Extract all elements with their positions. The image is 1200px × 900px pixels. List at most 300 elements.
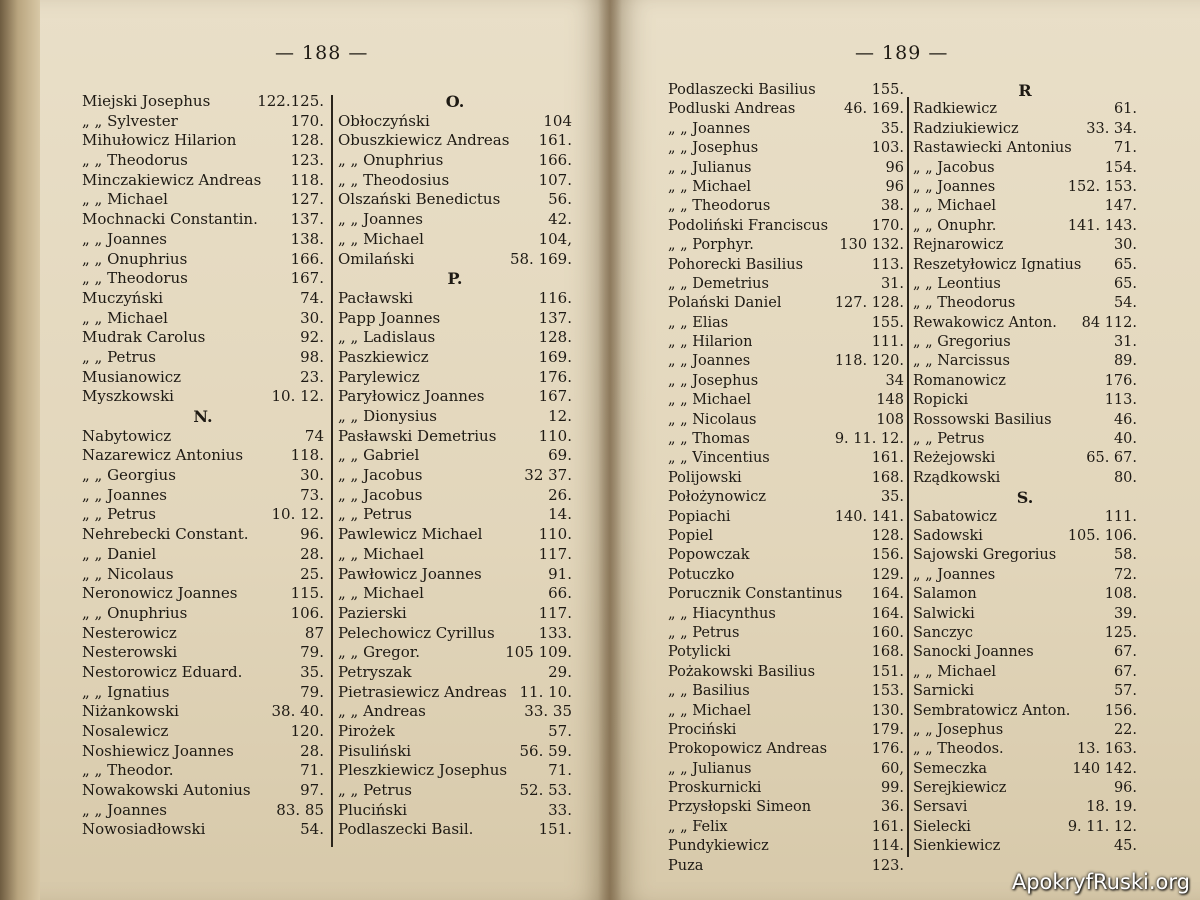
index-entry (82, 387, 324, 407)
entry-name: Niżankowski (82, 702, 179, 721)
entry-pages: 161. (871, 450, 904, 467)
entry-name: Potuczko (668, 566, 735, 583)
index-entry (338, 427, 572, 447)
index-entry (82, 702, 324, 722)
index-entry (338, 250, 572, 270)
index-entry (668, 643, 904, 662)
entry-name: „ „ Michael (338, 584, 424, 603)
entry-name: Myszkowski (82, 387, 174, 406)
entry-name: Przysłopski Simeon (668, 799, 812, 816)
entry-pages: 31. (1113, 334, 1137, 351)
entry-pages: 92. (300, 328, 324, 347)
index-entry (338, 604, 572, 624)
entry-name: Salwicki (913, 605, 975, 622)
entry-pages: 46. 169. (844, 101, 904, 118)
index-entry (82, 446, 324, 466)
entry-name: Popowczak (668, 547, 750, 564)
entry-name: Prokopowicz Andreas (668, 741, 828, 758)
index-entry (668, 837, 904, 856)
entry-name: „ „ Petrus (82, 505, 156, 524)
entry-name: Sanocki Joannes (913, 644, 1034, 661)
entry-name: Pożakowski Basilius (668, 663, 816, 680)
entry-pages: 105 109. (505, 643, 572, 662)
entry-pages: 91. (548, 564, 572, 583)
entry-name: Pawłowicz Joannes (338, 564, 482, 583)
index-entry (82, 466, 324, 486)
entry-pages: 25. (300, 564, 324, 583)
entry-name: „ „ Jacobus (338, 466, 423, 485)
index-entry (82, 289, 324, 309)
entry-pages: 10. 12. (271, 387, 324, 406)
entry-pages: 30. (300, 308, 324, 327)
column-divider-left (331, 95, 333, 847)
entry-pages: 54. (300, 820, 324, 839)
entry-pages: 52. 53. (519, 781, 572, 800)
entry-pages: 179. (871, 721, 904, 738)
entry-name: „ „ Michael (913, 198, 997, 215)
entry-name: Pacławski (338, 288, 413, 307)
entry-name: „ „ Joannes (668, 353, 751, 370)
index-entry (82, 486, 324, 506)
entry-pages: 105. 106. (1067, 527, 1137, 544)
index-entry (913, 449, 1137, 468)
entry-name: Papp Joannes (338, 308, 441, 327)
entry-pages: 155. (871, 82, 904, 98)
index-entry (913, 508, 1137, 527)
index-entry (668, 100, 904, 119)
entry-pages: 31. (880, 275, 904, 292)
entry-pages: 104 (543, 111, 572, 130)
entry-pages: 18. 19. (1086, 799, 1137, 816)
entry-pages: 151. (871, 663, 904, 680)
index-entry (338, 505, 572, 525)
index-entry (338, 289, 572, 309)
index-entry (82, 171, 324, 191)
entry-name: „ „ Theodorus (82, 269, 188, 288)
entry-pages: 164. (871, 586, 904, 603)
entry-name: „ „ Josephus (668, 140, 759, 157)
entry-pages: 123. (290, 151, 324, 170)
entry-pages: 116. (538, 288, 572, 307)
index-entry (82, 348, 324, 368)
entry-name: „ „ Thomas (668, 431, 750, 448)
entry-pages: 84 112. (1081, 314, 1137, 331)
entry-pages: 33. (548, 800, 572, 819)
index-entry (913, 837, 1137, 856)
entry-name: „ „ Demetrius (668, 275, 769, 292)
entry-pages: 111. (1104, 508, 1137, 525)
entry-pages: 57. (548, 722, 572, 740)
entry-name: Petryszak (338, 662, 412, 681)
index-column-3 (668, 81, 904, 876)
index-entry (913, 546, 1137, 565)
entry-pages: 96. (300, 525, 324, 544)
entry-pages: 118. (290, 446, 324, 465)
entry-name: Paryłowicz Joannes (338, 387, 485, 406)
index-entry (668, 197, 904, 216)
entry-pages: 56. (548, 190, 572, 209)
entry-name: „ „ Julianus (668, 159, 752, 176)
entry-name: Serejkiewicz (913, 780, 1007, 797)
entry-pages: 166. (290, 249, 324, 268)
entry-pages: 108 (876, 411, 904, 428)
entry-name: „ „ Basilius (668, 683, 750, 700)
entry-pages: 60, (880, 760, 904, 777)
entry-name: Nesterowicz (82, 623, 177, 642)
entry-name: Popiachi (668, 508, 731, 525)
index-entry (668, 178, 904, 197)
entry-name: „ „ Theodorus (913, 295, 1016, 312)
entry-pages: 111. (871, 334, 904, 351)
entry-name: „ „ Sylvester (82, 111, 178, 130)
entry-pages: 118. (290, 170, 324, 189)
entry-pages: 46. (1113, 411, 1137, 428)
index-entry (668, 352, 904, 371)
entry-name: „ „ Leontius (913, 275, 1001, 292)
entry-name: „ „ Joannes (82, 800, 167, 819)
entry-pages: 103. (871, 140, 904, 157)
entry-pages: 83. 85 (276, 800, 324, 819)
index-entry (913, 682, 1137, 701)
entry-pages: 9. 11. 12. (1067, 818, 1137, 835)
index-entry (668, 527, 904, 546)
entry-pages: 74 (304, 426, 324, 445)
index-entry (913, 585, 1137, 604)
index-entry (668, 663, 904, 682)
entry-name: „ „ Onuphrius (338, 151, 444, 170)
entry-name: Podluski Andreas (668, 101, 796, 118)
entry-name: Rewakowicz Anton. (913, 314, 1057, 331)
entry-pages: 14. (548, 505, 572, 524)
entry-pages: 69. (548, 446, 572, 465)
entry-name: Pisuliński (338, 741, 412, 760)
index-entry (338, 820, 572, 840)
entry-pages: 117. (538, 544, 572, 563)
entry-pages: 160. (871, 624, 904, 641)
entry-pages: 9. 11. 12. (834, 431, 904, 448)
index-entry (338, 348, 572, 368)
entry-name: Położynowicz (668, 489, 767, 506)
entry-pages: 152. 153. (1067, 178, 1137, 195)
index-entry (82, 663, 324, 683)
index-entry (668, 159, 904, 178)
entry-pages: 67. (1113, 644, 1137, 661)
index-entry (338, 131, 572, 151)
entry-pages: 106. (290, 603, 324, 622)
entry-pages: 155. (871, 314, 904, 331)
index-entry (913, 314, 1137, 333)
index-entry (82, 584, 324, 604)
entry-name: „ „ Julianus (668, 760, 752, 777)
entry-pages: 26. (548, 485, 572, 504)
entry-pages: 140 142. (1072, 760, 1137, 777)
entry-name: Paszkiewicz (338, 347, 429, 366)
entry-pages: 108. (1104, 586, 1137, 603)
index-entry (338, 151, 572, 171)
watermark: ApokryfRuski.org (1011, 870, 1190, 894)
entry-name: Nowosiadłowski (82, 820, 206, 839)
entry-pages: 137. (538, 308, 572, 327)
entry-pages: 147. (1104, 198, 1137, 215)
index-entry (668, 488, 904, 507)
entry-pages: 67. (1113, 663, 1137, 680)
entry-pages: 30. (1113, 237, 1137, 254)
entry-name: Omilański (338, 249, 415, 268)
entry-name: „ „ Michael (913, 663, 997, 680)
entry-name: „ „ Michael (82, 308, 168, 327)
index-entry (668, 798, 904, 817)
index-entry (913, 372, 1137, 391)
entry-name: Sanczyc (913, 624, 973, 641)
index-entry (913, 333, 1137, 352)
page-number-left: — 188 — (275, 42, 369, 64)
entry-name: Mudrak Carolus (82, 328, 206, 347)
index-entry (82, 112, 324, 132)
index-entry (668, 818, 904, 837)
entry-name: „ „ Narcissus (913, 353, 1010, 370)
entry-name: „ „ Joannes (82, 485, 167, 504)
entry-pages: 71. (1113, 140, 1137, 157)
entry-name: Pawlewicz Michael (338, 525, 483, 544)
entry-pages: 110. (538, 525, 572, 544)
entry-name: Parylewicz (338, 367, 420, 386)
index-entry (668, 217, 904, 236)
entry-name: „ „ Elias (668, 314, 729, 331)
entry-name: Mochnacki Constantin. (82, 210, 258, 229)
index-entry (82, 427, 324, 447)
entry-pages: 120. (290, 722, 324, 740)
index-entry (913, 605, 1137, 624)
index-entry (82, 742, 324, 762)
entry-pages: 170. (871, 217, 904, 234)
entry-pages: 140. 141. (834, 508, 904, 525)
index-entry (668, 760, 904, 779)
entry-name: Nowakowski Autonius (82, 781, 251, 800)
index-entry (338, 486, 572, 506)
entry-name: Sajowski Gregorius (913, 547, 1057, 564)
entry-pages: 29. (548, 662, 572, 681)
index-entry (913, 818, 1137, 837)
entry-pages: 127. (290, 190, 324, 209)
index-entry (668, 120, 904, 139)
index-entry (913, 663, 1137, 682)
entry-name: Porucznik Constantinus (668, 586, 843, 603)
entry-name: Pazierski (338, 603, 407, 622)
entry-pages: 32 37. (524, 466, 572, 485)
entry-pages: 12. (548, 407, 572, 425)
entry-pages: 11. 10. (519, 682, 572, 701)
entry-name: „ „ Hilarion (668, 334, 753, 351)
entry-name: „ „ Michael (82, 190, 168, 209)
entry-name: Sielecki (913, 818, 971, 835)
entry-name: Nesterowski (82, 643, 178, 662)
index-entry (338, 761, 572, 781)
section-letter: S. (1016, 488, 1034, 508)
index-entry (668, 372, 904, 391)
entry-name: Miejski Josephus (82, 92, 211, 110)
entry-name: Prociński (668, 721, 737, 738)
entry-name: Reszetyłowicz Ignatius (913, 256, 1082, 273)
entry-pages: 164. (871, 605, 904, 622)
entry-name: Semeczka (913, 760, 988, 777)
entry-name: „ „ Nicolaus (668, 411, 757, 428)
section-letter: R (1018, 81, 1032, 100)
entry-pages: 148 (876, 392, 904, 409)
entry-name: „ „ Michael (668, 702, 752, 719)
index-entry (82, 643, 324, 663)
index-entry (913, 624, 1137, 643)
entry-pages: 80. (1113, 469, 1137, 486)
index-entry (668, 430, 904, 449)
index-entry (82, 210, 324, 230)
entry-name: „ „ Joannes (82, 229, 167, 248)
entry-name: Radkiewicz (913, 101, 997, 118)
index-entry (82, 505, 324, 525)
entry-pages: 38. 40. (271, 702, 324, 721)
entry-name: „ „ Josephus (668, 372, 759, 389)
entry-name: Podoliński Franciscus (668, 217, 829, 234)
index-entry (913, 527, 1137, 546)
entry-name: Pundykiewicz (668, 838, 769, 855)
entry-pages: 97. (300, 781, 324, 800)
index-entry (338, 683, 572, 703)
entry-name: Puza (668, 857, 704, 874)
entry-name: „ „ Theodor. (82, 761, 174, 780)
index-entry (82, 269, 324, 289)
entry-name: Sadowski (913, 527, 983, 544)
entry-name: Polański Daniel (668, 295, 782, 312)
index-entry (668, 236, 904, 255)
entry-name: „ „ Andreas (338, 702, 426, 721)
index-entry (668, 139, 904, 158)
entry-pages: 96 (885, 159, 904, 176)
index-entry (913, 760, 1137, 779)
entry-pages: 98. (300, 347, 324, 366)
entry-pages: 110. (538, 426, 572, 445)
entry-name: Pasławski Demetrius (338, 426, 497, 445)
entry-pages: 71. (300, 761, 324, 780)
entry-pages: 161. (538, 131, 572, 150)
entry-name: Pluciński (338, 800, 407, 819)
entry-pages: 123. (871, 857, 904, 874)
entry-name: „ „ Theodorus (668, 198, 771, 215)
entry-pages: 35. (880, 120, 904, 137)
entry-pages: 54. (1113, 295, 1137, 312)
index-entry (913, 217, 1137, 236)
index-entry (338, 702, 572, 722)
index-entry (338, 171, 572, 191)
index-entry (338, 309, 572, 329)
entry-pages: 176. (538, 367, 572, 386)
entry-name: „ „ Onuphrius (82, 249, 188, 268)
entry-name: Salamon (913, 586, 977, 603)
index-entry (338, 565, 572, 585)
entry-name: „ „ Joannes (913, 566, 996, 583)
index-entry (338, 230, 572, 250)
entry-pages: 151. (538, 820, 572, 839)
index-entry (338, 584, 572, 604)
entry-pages: 10. 12. (271, 505, 324, 524)
entry-name: „ „ Georgius (82, 466, 176, 485)
index-entry (668, 546, 904, 565)
entry-pages: 176. (871, 741, 904, 758)
entry-name: „ „ Hiacynthus (668, 605, 776, 622)
entry-name: „ „ Michael (668, 392, 752, 409)
index-entry (338, 781, 572, 801)
entry-name: Muczyński (82, 288, 164, 307)
entry-pages: 30. (300, 466, 324, 485)
entry-pages: 133. (538, 623, 572, 642)
entry-pages: 96. (1113, 780, 1137, 797)
index-entry (913, 197, 1137, 216)
entry-name: Rejnarowicz (913, 237, 1004, 254)
index-entry (338, 525, 572, 545)
entry-pages: 166. (538, 151, 572, 170)
entry-name: Neronowicz Joannes (82, 584, 238, 603)
entry-pages: 141. 143. (1067, 217, 1137, 234)
entry-name: Proskurnicki (668, 780, 762, 797)
index-entry (82, 131, 324, 151)
index-entry (82, 525, 324, 545)
entry-name: Pelechowicz Cyrillus (338, 623, 495, 642)
entry-name: Musianowicz (82, 367, 182, 386)
entry-name: Pleszkiewicz Josephus (338, 761, 508, 780)
entry-pages: 128. (871, 527, 904, 544)
entry-pages: 72. (1113, 566, 1137, 583)
index-entry (82, 781, 324, 801)
entry-pages: 156. (1104, 702, 1137, 719)
entry-pages: 104, (538, 229, 572, 248)
entry-name: Rastawiecki Antonius (913, 140, 1072, 157)
index-entry (338, 643, 572, 663)
entry-name: „ „ Vincentius (668, 450, 770, 467)
entry-pages: 61. (1113, 101, 1137, 118)
index-entry (338, 742, 572, 762)
index-entry (668, 624, 904, 643)
index-entry (913, 236, 1137, 255)
entry-pages: 138. (290, 229, 324, 248)
index-entry (668, 314, 904, 333)
index-entry (668, 779, 904, 798)
index-entry (82, 565, 324, 585)
entry-pages: 130. (871, 702, 904, 719)
index-entry (668, 256, 904, 275)
entry-pages: 36. (880, 799, 904, 816)
section-letter: P. (447, 269, 463, 289)
entry-pages: 13. 163. (1077, 741, 1137, 758)
entry-name: „ „ Theodos. (913, 741, 1004, 758)
entry-pages: 169. (538, 347, 572, 366)
entry-name: „ „ Josephus (913, 721, 1004, 738)
entry-pages: 113. (1104, 392, 1137, 409)
index-column-2 (338, 92, 572, 840)
entry-name: Nosalewicz (82, 722, 169, 740)
index-entry (338, 328, 572, 348)
index-entry (913, 352, 1137, 371)
entry-pages: 57. (1113, 683, 1137, 700)
index-entry (668, 333, 904, 352)
section-letter: N. (193, 407, 213, 426)
index-entry (82, 761, 324, 781)
entry-pages: 128. (290, 131, 324, 150)
index-entry (668, 469, 904, 488)
index-entry (668, 391, 904, 410)
index-entry (913, 275, 1137, 294)
entry-name: „ „ Jacobus (338, 485, 423, 504)
entry-name: Pirożek (338, 722, 395, 740)
entry-name: Polijowski (668, 469, 742, 486)
index-entry (82, 604, 324, 624)
